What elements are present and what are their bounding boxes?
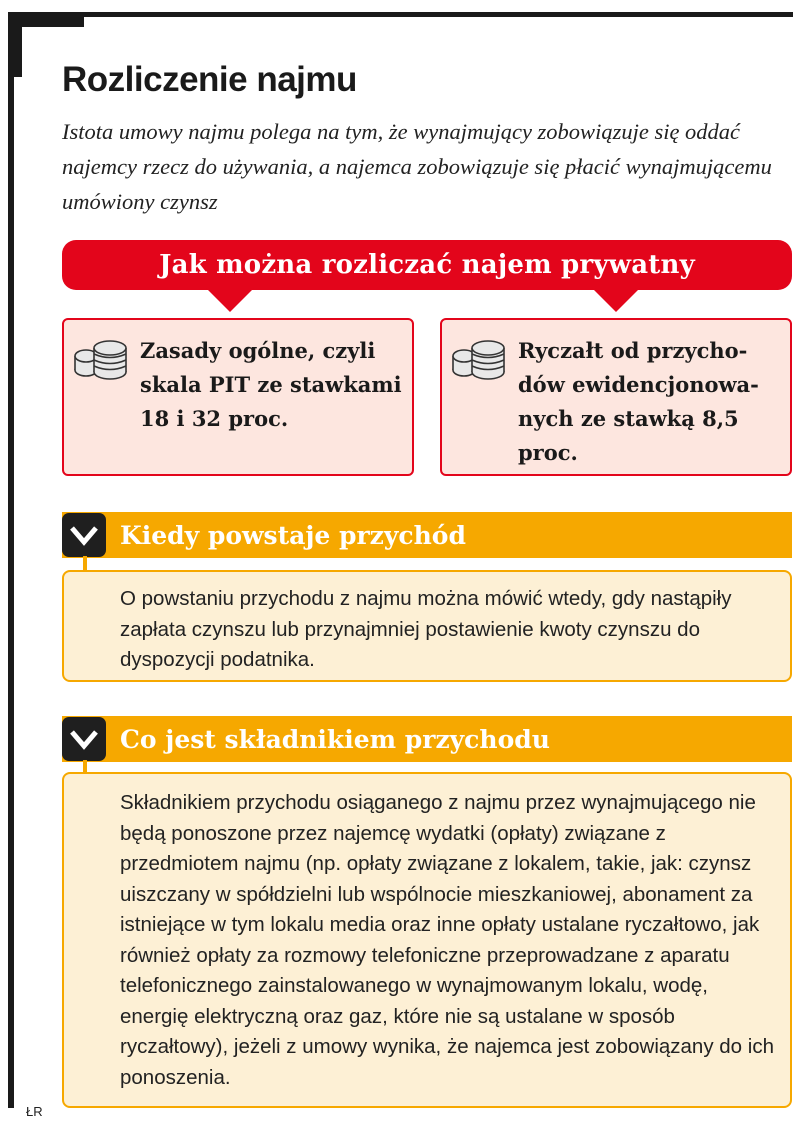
section-header-income-origin bbox=[62, 512, 792, 558]
frame-left-accent bbox=[8, 12, 22, 77]
section-text: O powstaniu przychodu z najmu można mówić wtedy, gdy nastąpiły zapłata czynszu lub przynajmniej postawienie kwoty czynszu do dyspozycji podatnika. bbox=[120, 587, 732, 671]
arrow-down-icon bbox=[206, 288, 254, 312]
section-body-income-origin bbox=[62, 570, 792, 682]
section-title: Kiedy powstaje przychód bbox=[120, 520, 466, 550]
option-card-flat-rate bbox=[440, 318, 792, 476]
section-header-income-components bbox=[62, 716, 792, 762]
checkmark-icon bbox=[62, 513, 106, 557]
checkmark-icon bbox=[62, 717, 106, 761]
option-card-general-rules bbox=[62, 318, 414, 476]
author-credit: ŁR bbox=[26, 1104, 43, 1119]
section-body-income-components bbox=[62, 772, 792, 1108]
frame-top-rule bbox=[8, 12, 793, 17]
arrow-down-icon bbox=[592, 288, 640, 312]
section-title: Co jest składnikiem przychodu bbox=[120, 724, 550, 754]
options-banner: Jak można rozliczać najem prywatny bbox=[62, 240, 792, 290]
page-subtitle: Istota umowy najmu polega na tym, że wynajmujący zobowiązuje się oddać najemcy rzecz do używania, a najemca zobowiązuje się płacić wynajmującemu umówiony czynsz bbox=[62, 119, 772, 214]
coins-icon bbox=[72, 334, 132, 382]
page-title: Rozliczenie najmu bbox=[62, 60, 357, 99]
option-text: Ryczałt od przychodów ewidencjonowanych ze stawką 8,5 proc. bbox=[518, 338, 759, 465]
coins-icon bbox=[450, 334, 510, 382]
option-text: Zasady ogólne, czyli skala PIT ze stawkami 18 i 32 proc. bbox=[140, 338, 402, 431]
frame-left-rule bbox=[8, 12, 14, 1108]
section-text: Składnikiem przychodu osiąganego z najmu przez wynajmującego nie będą ponoszone przez najemcę wydatki (opłaty) związane z przedmiotem najmu (np. opłaty związane z lokalem, takie, jak: czynsz uiszczany w spółdzielni lub wspólnocie mieszkaniowej, abonament za istniejące w tym lokalu media oraz inne opłaty ustalane ryczałtowo, jak również opłaty za rozmowy telefoniczne przeprowadzane z aparatu telefonicznego zainstalowanego w wynajmowanym lokalu, wodę, energię elektryczną oraz gaz, które nie są ustalane w sposób ryczałtowy), jeżeli z umowy wynika, że najemca jest zobowiązany do ich ponoszenia. bbox=[120, 791, 774, 1089]
